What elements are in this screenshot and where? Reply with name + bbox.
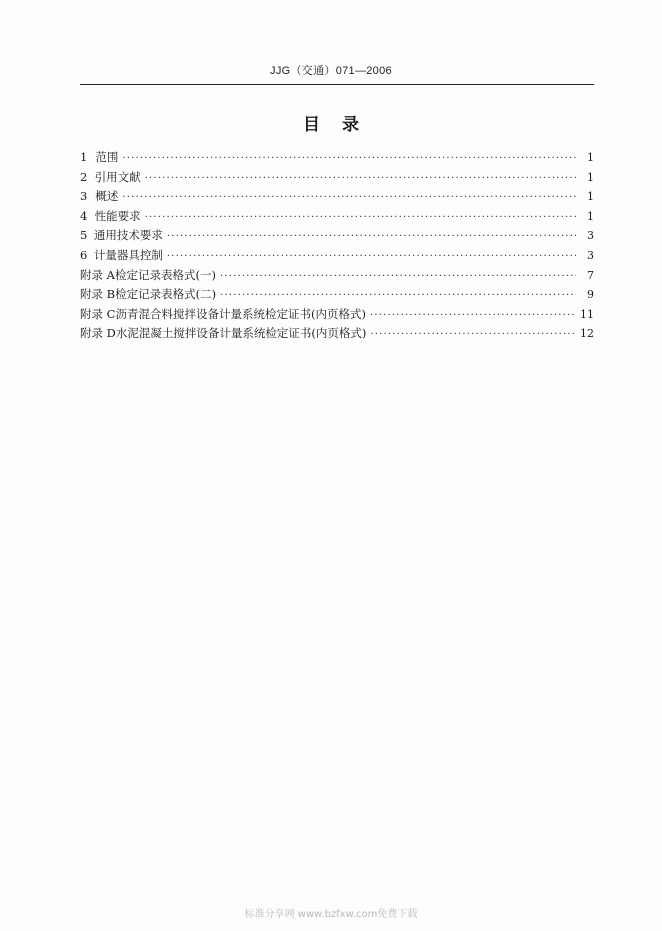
toc-entry-instrument-control[interactable]	[80, 246, 594, 266]
toc-entry-label: 引用文献	[94, 169, 141, 184]
toc-dot-leader	[122, 188, 576, 208]
toc-entry-label: 检定记录表格式(二)	[115, 287, 217, 302]
toc-entry-overview[interactable]	[80, 187, 594, 207]
toc-entry-page: 3	[587, 229, 594, 243]
header-rule	[80, 84, 594, 85]
toc-dot-leader	[167, 247, 576, 267]
toc-dot-leader	[370, 325, 576, 345]
toc-appendix-prefix: 附录 B	[80, 287, 116, 302]
toc-entry-page: 11	[580, 307, 594, 321]
toc-entry-page: 3	[587, 248, 594, 262]
toc-dot-leader	[122, 149, 576, 169]
toc-entry-references[interactable]	[80, 168, 594, 188]
toc-entry-appendix-c[interactable]	[80, 305, 594, 325]
watermark-text: 标准分享网 www.bzfxw.com免费下载	[244, 909, 418, 920]
toc-entry-page: 1	[587, 170, 594, 184]
table-of-contents	[80, 148, 594, 344]
toc-entry-label: 水泥混凝土搅拌设备计量系统检定证书(内页格式)	[115, 326, 367, 341]
toc-entry-number: 4	[80, 208, 88, 223]
toc-entry-page: 1	[587, 151, 594, 164]
toc-entry-page: 12	[580, 327, 594, 341]
toc-entry-label: 概述	[95, 189, 119, 204]
toc-title: 目录	[303, 115, 381, 135]
toc-entry-label: 通用技术要求	[93, 228, 163, 243]
toc-entry-number: 6	[80, 247, 88, 262]
toc-entry-appendix-b[interactable]	[80, 285, 594, 305]
toc-entry-appendix-a[interactable]	[80, 266, 594, 286]
toc-entry-number: 2	[80, 169, 88, 184]
toc-entry-number: 5	[80, 228, 88, 243]
toc-entry-number: 1	[80, 150, 88, 164]
toc-entry-label: 沥青混合料搅拌设备计量系统检定证书(内页格式)	[115, 306, 366, 321]
toc-entry-page: 9	[587, 288, 594, 302]
toc-entry-label: 计量器具控制	[93, 247, 163, 262]
toc-entry-performance[interactable]	[80, 207, 594, 227]
toc-dot-leader	[145, 169, 576, 189]
toc-entry-scope[interactable]	[80, 148, 594, 168]
toc-dot-leader	[145, 208, 576, 228]
toc-appendix-prefix: 附录 A	[80, 267, 115, 282]
toc-entry-page: 1	[587, 209, 594, 223]
toc-entry-label: 范围	[95, 150, 119, 164]
toc-dot-leader	[370, 306, 576, 326]
toc-entry-number: 3	[80, 189, 88, 204]
toc-entry-general-technical[interactable]	[80, 226, 594, 246]
toc-entry-page: 1	[587, 190, 594, 204]
toc-entry-page: 7	[587, 268, 594, 282]
toc-entry-label: 性能要求	[94, 208, 141, 223]
toc-entry-label: 检定记录表格式(一)	[114, 267, 216, 282]
toc-appendix-prefix: 附录 D	[80, 326, 116, 341]
toc-dot-leader	[167, 227, 576, 247]
toc-dot-leader	[220, 267, 576, 287]
document-code: JJG（交通）071—2006	[270, 65, 392, 77]
toc-appendix-prefix: 附录 C	[80, 306, 116, 321]
toc-entry-appendix-d[interactable]	[80, 324, 594, 344]
toc-dot-leader	[220, 286, 576, 306]
